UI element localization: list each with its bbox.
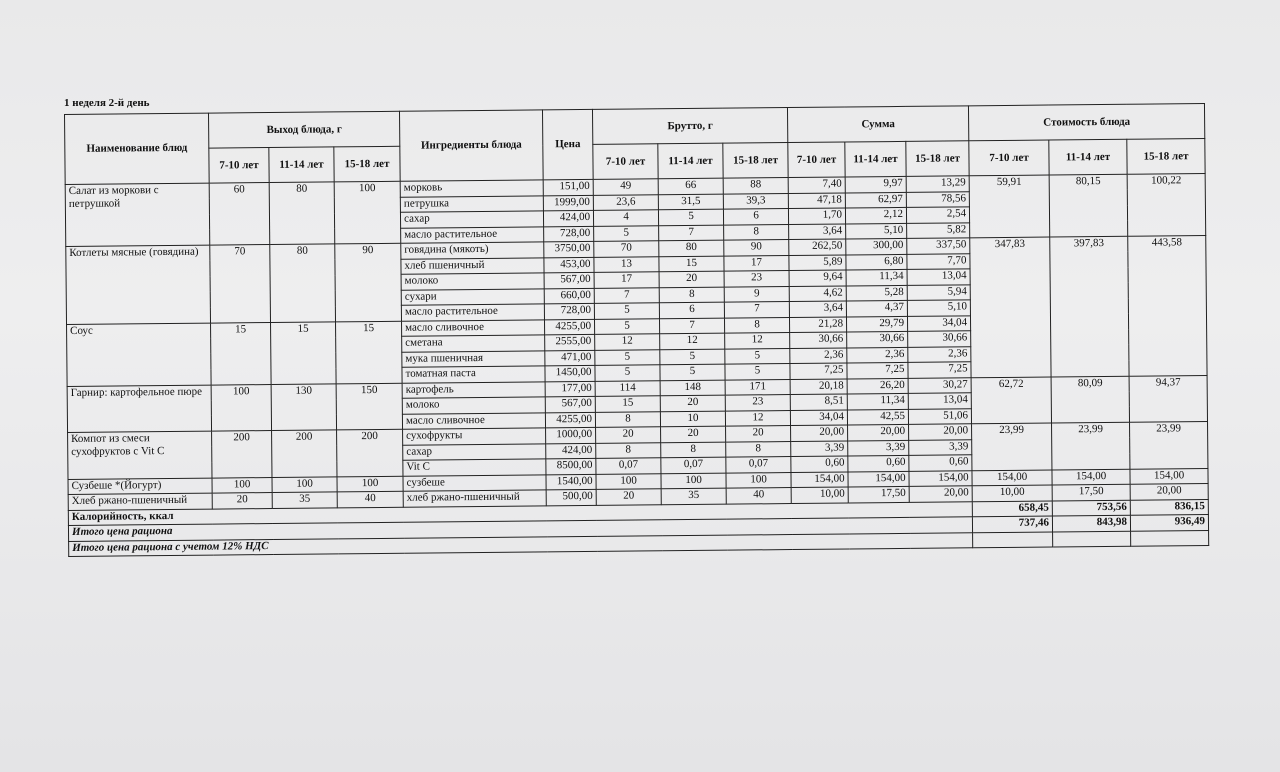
header-sum: Сумма bbox=[788, 106, 969, 143]
ingredient-sum: 0,60 bbox=[791, 456, 848, 472]
ingredient-name: сухофрукты bbox=[403, 428, 546, 445]
ingredient-price: 567,00 bbox=[545, 396, 595, 412]
header-ingredients: Ингредиенты блюда bbox=[400, 110, 544, 181]
gross-weight: 13 bbox=[594, 256, 659, 272]
totals-value: 737,46 bbox=[972, 516, 1052, 532]
ingredient-price: 8500,00 bbox=[546, 458, 596, 474]
gross-weight: 8 bbox=[596, 442, 661, 458]
ingredient-sum: 2,36 bbox=[790, 347, 847, 363]
dish-output: 100 bbox=[337, 476, 403, 492]
ingredient-sum: 9,64 bbox=[789, 270, 846, 286]
gross-weight: 5 bbox=[660, 349, 725, 365]
dish-output: 150 bbox=[336, 383, 402, 430]
ingredient-sum: 337,50 bbox=[907, 238, 970, 254]
ingredient-sum: 0,60 bbox=[848, 455, 909, 471]
gross-weight: 5 bbox=[595, 318, 660, 334]
page-title: 1 неделя 2-й день bbox=[64, 97, 150, 109]
gross-weight: 114 bbox=[595, 380, 660, 396]
totals-value: 753,56 bbox=[1052, 500, 1130, 516]
ingredient-price: 4255,00 bbox=[545, 319, 595, 335]
ingredient-sum: 1,70 bbox=[788, 208, 845, 224]
header-gross: Брутто, г bbox=[593, 108, 788, 145]
ingredient-sum: 154,00 bbox=[791, 471, 848, 487]
ingredient-sum: 4,62 bbox=[789, 285, 846, 301]
ingredient-price: 424,00 bbox=[543, 210, 593, 226]
gross-weight: 23,6 bbox=[593, 194, 658, 210]
dish-cost: 347,83 bbox=[970, 237, 1051, 377]
gross-weight: 66 bbox=[658, 178, 723, 194]
ingredient-sum: 29,79 bbox=[847, 316, 908, 332]
ingredient-price: 728,00 bbox=[544, 303, 594, 319]
ingredient-sum: 0,60 bbox=[909, 455, 972, 471]
dish-cost: 154,00 bbox=[1130, 468, 1208, 484]
ingredient-price: 4255,00 bbox=[545, 412, 595, 428]
ingredient-price: 660,00 bbox=[544, 288, 594, 304]
ingredient-sum: 8,51 bbox=[790, 394, 847, 410]
gross-weight: 15 bbox=[595, 396, 660, 412]
gross-weight: 39,3 bbox=[723, 193, 788, 209]
header-gross-age-15-18: 15-18 лет bbox=[723, 143, 788, 179]
dish-cost: 443,58 bbox=[1128, 236, 1207, 376]
dish-output: 80 bbox=[269, 182, 335, 245]
ingredient-sum: 5,94 bbox=[907, 284, 970, 300]
ingredient-name: хлеб пшеничный bbox=[401, 257, 544, 274]
dish-output: 90 bbox=[335, 243, 402, 321]
ingredient-price: 2555,00 bbox=[545, 334, 595, 350]
gross-weight: 20 bbox=[660, 395, 725, 411]
totals-value: 836,15 bbox=[1130, 499, 1208, 515]
gross-weight: 20 bbox=[596, 427, 661, 443]
header-output-age-11-14: 11-14 лет bbox=[269, 147, 334, 183]
ingredient-sum: 42,55 bbox=[847, 409, 908, 425]
dish-cost: 10,00 bbox=[972, 485, 1052, 501]
totals-value: 658,45 bbox=[972, 501, 1052, 517]
gross-weight: 148 bbox=[660, 380, 725, 396]
header-output: Выход блюда, г bbox=[208, 111, 399, 148]
ingredient-name: мука пшеничная bbox=[402, 350, 545, 367]
gross-weight: 5 bbox=[660, 364, 725, 380]
dish-output: 70 bbox=[210, 245, 271, 323]
dish-output: 15 bbox=[211, 322, 272, 385]
ingredient-sum: 13,04 bbox=[908, 393, 971, 409]
gross-weight: 70 bbox=[594, 241, 659, 257]
dish-output: 60 bbox=[209, 183, 270, 246]
ingredient-sum: 300,00 bbox=[846, 238, 907, 254]
gross-weight: 23 bbox=[724, 271, 789, 287]
gross-weight: 5 bbox=[594, 303, 659, 319]
ingredient-name: хлеб ржано-пшеничный bbox=[403, 490, 546, 507]
ingredient-sum: 51,06 bbox=[908, 408, 971, 424]
gross-weight: 10 bbox=[660, 411, 725, 427]
header-sum-age-11-14: 11-14 лет bbox=[845, 141, 906, 177]
ingredient-sum: 3,39 bbox=[909, 439, 972, 455]
gross-weight: 100 bbox=[596, 473, 661, 489]
ingredient-sum: 5,10 bbox=[907, 300, 970, 316]
ingredient-sum: 17,50 bbox=[848, 486, 909, 502]
dish-name: Соус bbox=[67, 323, 212, 386]
gross-weight: 80 bbox=[659, 240, 724, 256]
dish-cost: 59,91 bbox=[969, 175, 1050, 238]
gross-weight: 5 bbox=[595, 365, 660, 381]
ingredient-sum: 4,37 bbox=[846, 300, 907, 316]
ingredient-price: 1000,00 bbox=[546, 427, 596, 443]
ingredient-sum: 34,04 bbox=[790, 409, 847, 425]
ingredient-sum: 154,00 bbox=[848, 471, 909, 487]
ingredient-sum: 78,56 bbox=[906, 191, 969, 207]
gross-weight: 5 bbox=[595, 349, 660, 365]
ingredient-sum: 3,39 bbox=[791, 440, 848, 456]
dish-output: 200 bbox=[337, 429, 403, 476]
gross-weight: 8 bbox=[661, 442, 726, 458]
gross-weight: 40 bbox=[726, 488, 791, 504]
gross-weight: 9 bbox=[724, 286, 789, 302]
gross-weight: 5 bbox=[594, 225, 659, 241]
dish-output: 100 bbox=[272, 476, 337, 492]
header-price: Цена bbox=[543, 109, 594, 179]
menu-table-wrapper bbox=[64, 103, 1209, 557]
dish-cost: 154,00 bbox=[972, 470, 1052, 486]
ingredient-sum: 154,00 bbox=[909, 470, 972, 486]
ingredient-sum: 5,10 bbox=[846, 223, 907, 239]
dish-output: 100 bbox=[211, 384, 271, 431]
dish-output: 15 bbox=[336, 321, 403, 384]
gross-weight: 23 bbox=[725, 395, 790, 411]
gross-weight: 0,07 bbox=[661, 457, 726, 473]
gross-weight: 4 bbox=[593, 210, 658, 226]
gross-weight: 12 bbox=[725, 333, 790, 349]
dish-output: 200 bbox=[212, 431, 272, 478]
ingredient-name: морковь bbox=[400, 180, 543, 197]
ingredient-name: масло сливочное bbox=[402, 319, 545, 336]
ingredient-sum: 262,50 bbox=[789, 239, 846, 255]
gross-weight: 171 bbox=[725, 379, 790, 395]
dish-name: Сузбеше *(Йогурт) bbox=[68, 478, 212, 495]
totals-value: 843,98 bbox=[1052, 515, 1130, 531]
ingredient-sum: 20,00 bbox=[909, 486, 972, 502]
ingredient-sum: 3,64 bbox=[789, 301, 846, 317]
ingredient-price: 471,00 bbox=[545, 350, 595, 366]
gross-weight: 100 bbox=[661, 473, 726, 489]
dish-output: 100 bbox=[334, 181, 401, 244]
ingredient-name: Vit C bbox=[403, 459, 546, 476]
ingredient-name: масло растительное bbox=[401, 304, 544, 321]
gross-weight: 6 bbox=[659, 302, 724, 318]
gross-weight: 35 bbox=[661, 488, 726, 504]
ingredient-price: 177,00 bbox=[545, 381, 595, 397]
header-output-age-15-18: 15-18 лет bbox=[334, 146, 400, 182]
header-gross-age-7-10: 7-10 лет bbox=[593, 144, 658, 180]
gross-weight: 8 bbox=[595, 411, 660, 427]
header-sum-age-15-18: 15-18 лет bbox=[906, 141, 969, 177]
gross-weight: 5 bbox=[658, 209, 723, 225]
gross-weight: 17 bbox=[724, 255, 789, 271]
totals-label: Калорийность, ккал bbox=[68, 501, 972, 525]
ingredient-sum: 13,04 bbox=[907, 269, 970, 285]
ingredient-sum: 5,82 bbox=[907, 222, 970, 238]
menu-cost-table bbox=[64, 103, 1209, 557]
ingredient-sum: 7,25 bbox=[847, 362, 908, 378]
ingredient-price: 1450,00 bbox=[545, 365, 595, 381]
ingredient-sum: 7,40 bbox=[788, 177, 845, 193]
ingredient-sum: 13,29 bbox=[906, 176, 969, 192]
ingredient-name: говядина (мякоть) bbox=[401, 242, 544, 259]
ingredient-name: масло растительное bbox=[401, 226, 544, 243]
ingredient-sum: 10,00 bbox=[791, 487, 848, 503]
dish-output: 20 bbox=[212, 493, 272, 509]
ingredient-sum: 3,64 bbox=[789, 224, 846, 240]
dish-output: 130 bbox=[271, 383, 336, 430]
ingredient-sum: 20,00 bbox=[848, 424, 909, 440]
ingredient-sum: 2,12 bbox=[845, 207, 906, 223]
gross-weight: 5 bbox=[725, 364, 790, 380]
dish-output: 35 bbox=[272, 492, 337, 508]
gross-weight: 8 bbox=[724, 224, 789, 240]
ingredient-name: молоко bbox=[401, 273, 544, 290]
gross-weight: 0,07 bbox=[726, 457, 791, 473]
dish-cost: 62,72 bbox=[971, 377, 1051, 424]
dish-cost: 154,00 bbox=[1052, 469, 1130, 485]
ingredient-sum: 6,80 bbox=[846, 254, 907, 270]
gross-weight: 20 bbox=[726, 426, 791, 442]
ingredient-sum: 26,20 bbox=[847, 378, 908, 394]
ingredient-sum: 20,00 bbox=[791, 425, 848, 441]
ingredient-sum: 47,18 bbox=[788, 193, 845, 209]
ingredient-price: 1540,00 bbox=[546, 474, 596, 490]
ingredient-sum: 2,36 bbox=[847, 347, 908, 363]
gross-weight: 7 bbox=[594, 287, 659, 303]
dish-cost: 23,99 bbox=[1130, 422, 1208, 469]
dish-cost: 20,00 bbox=[1130, 484, 1208, 500]
dish-output: 200 bbox=[272, 430, 337, 477]
header-sum-age-7-10: 7-10 лет bbox=[788, 142, 845, 178]
dish-cost: 94,37 bbox=[1129, 375, 1207, 422]
ingredient-sum: 11,34 bbox=[847, 393, 908, 409]
gross-weight: 6 bbox=[723, 209, 788, 225]
dish-cost: 100,22 bbox=[1127, 174, 1206, 237]
ingredient-sum: 3,39 bbox=[848, 440, 909, 456]
header-output-age-7-10: 7-10 лет bbox=[209, 148, 269, 184]
gross-weight: 31,5 bbox=[658, 194, 723, 210]
ingredient-name: сахар bbox=[403, 443, 546, 460]
ingredient-name: картофель bbox=[402, 381, 545, 398]
totals-label: Итого цена рациона bbox=[68, 517, 972, 541]
ingredient-name: молоко bbox=[402, 397, 545, 414]
dish-name: Гарнир: картофельное пюре bbox=[67, 385, 211, 433]
ingredient-sum: 30,27 bbox=[908, 377, 971, 393]
ingredient-name: масло сливочное bbox=[402, 412, 545, 429]
header-dish-name: Наименование блюд bbox=[65, 113, 210, 184]
gross-weight: 7 bbox=[660, 318, 725, 334]
gross-weight: 5 bbox=[725, 348, 790, 364]
dish-cost: 17,50 bbox=[1052, 484, 1130, 500]
dish-cost: 23,99 bbox=[1052, 422, 1130, 469]
gross-weight: 7 bbox=[659, 225, 724, 241]
ingredient-sum: 11,34 bbox=[846, 269, 907, 285]
ingredient-sum: 34,04 bbox=[908, 315, 971, 331]
dish-output: 40 bbox=[337, 491, 403, 507]
dish-cost: 23,99 bbox=[972, 423, 1052, 470]
dish-name: Хлеб ржано-пшеничный bbox=[68, 493, 212, 510]
dish-name: Компот из смеси сухофруктов с Vit C bbox=[68, 431, 212, 479]
ingredient-sum: 30,66 bbox=[908, 331, 971, 347]
gross-weight: 0,07 bbox=[596, 458, 661, 474]
header-cost: Стоимость блюда bbox=[969, 104, 1205, 141]
ingredient-sum: 5,89 bbox=[789, 255, 846, 271]
ingredient-price: 567,00 bbox=[544, 272, 594, 288]
ingredient-name: сметана bbox=[402, 335, 545, 352]
table-body bbox=[65, 174, 1209, 557]
gross-weight: 12 bbox=[725, 410, 790, 426]
gross-weight: 8 bbox=[659, 287, 724, 303]
gross-weight: 20 bbox=[596, 489, 661, 505]
gross-weight: 90 bbox=[724, 240, 789, 256]
ingredient-sum: 9,97 bbox=[845, 176, 906, 192]
gross-weight: 49 bbox=[593, 179, 658, 195]
dish-cost: 80,09 bbox=[1051, 376, 1129, 423]
gross-weight: 20 bbox=[661, 426, 726, 442]
gross-weight: 12 bbox=[660, 333, 725, 349]
ingredient-sum: 62,97 bbox=[845, 192, 906, 208]
totals-value bbox=[1053, 531, 1131, 547]
dish-name: Салат из моркови с петрушкой bbox=[65, 183, 210, 246]
ingredient-sum: 20,00 bbox=[909, 424, 972, 440]
ingredient-price: 1999,00 bbox=[543, 195, 593, 211]
ingredient-sum: 5,28 bbox=[846, 285, 907, 301]
table-header bbox=[65, 104, 1206, 185]
gross-weight: 7 bbox=[724, 302, 789, 318]
header-gross-age-11-14: 11-14 лет bbox=[658, 143, 723, 179]
dish-output: 80 bbox=[270, 244, 336, 322]
ingredient-name: петрушка bbox=[400, 195, 543, 212]
ingredient-price: 3750,00 bbox=[544, 241, 594, 257]
totals-value: 936,49 bbox=[1130, 515, 1208, 531]
ingredient-name: сузбеше bbox=[403, 474, 546, 491]
dish-cost: 80,15 bbox=[1049, 174, 1128, 237]
totals-value bbox=[973, 532, 1053, 548]
dish-name: Котлеты мясные (говядина) bbox=[66, 245, 211, 324]
ingredient-price: 453,00 bbox=[544, 257, 594, 273]
gross-weight: 20 bbox=[659, 271, 724, 287]
ingredient-sum: 2,36 bbox=[908, 346, 971, 362]
ingredient-sum: 20,18 bbox=[790, 378, 847, 394]
ingredient-sum: 2,54 bbox=[906, 207, 969, 223]
ingredient-price: 151,00 bbox=[543, 179, 593, 195]
totals-value bbox=[1131, 530, 1209, 546]
gross-weight: 15 bbox=[659, 256, 724, 272]
ingredient-sum: 30,66 bbox=[847, 331, 908, 347]
ingredient-name: томатная паста bbox=[402, 366, 545, 383]
gross-weight: 17 bbox=[594, 272, 659, 288]
ingredient-sum: 7,25 bbox=[790, 363, 847, 379]
ingredient-price: 424,00 bbox=[546, 443, 596, 459]
gross-weight: 8 bbox=[725, 317, 790, 333]
dish-cost: 397,83 bbox=[1050, 236, 1129, 376]
ingredient-name: сухари bbox=[401, 288, 544, 305]
gross-weight: 100 bbox=[726, 472, 791, 488]
header-cost-age-15-18: 15-18 лет bbox=[1127, 139, 1205, 175]
ingredient-price: 500,00 bbox=[546, 489, 596, 505]
gross-weight: 12 bbox=[595, 334, 660, 350]
ingredient-sum: 7,70 bbox=[907, 253, 970, 269]
header-cost-age-11-14: 11-14 лет bbox=[1049, 139, 1127, 175]
ingredient-sum: 21,28 bbox=[790, 316, 847, 332]
ingredient-price: 728,00 bbox=[544, 226, 594, 242]
ingredient-name: сахар bbox=[400, 211, 543, 228]
totals-label: Итого цена рациона с учетом 12% НДС bbox=[69, 532, 973, 556]
dish-output: 100 bbox=[212, 477, 272, 493]
header-cost-age-7-10: 7-10 лет bbox=[969, 140, 1049, 176]
dish-output: 15 bbox=[271, 321, 337, 384]
ingredient-sum: 30,66 bbox=[790, 332, 847, 348]
ingredient-sum: 7,25 bbox=[908, 362, 971, 378]
gross-weight: 8 bbox=[726, 441, 791, 457]
gross-weight: 88 bbox=[723, 178, 788, 194]
